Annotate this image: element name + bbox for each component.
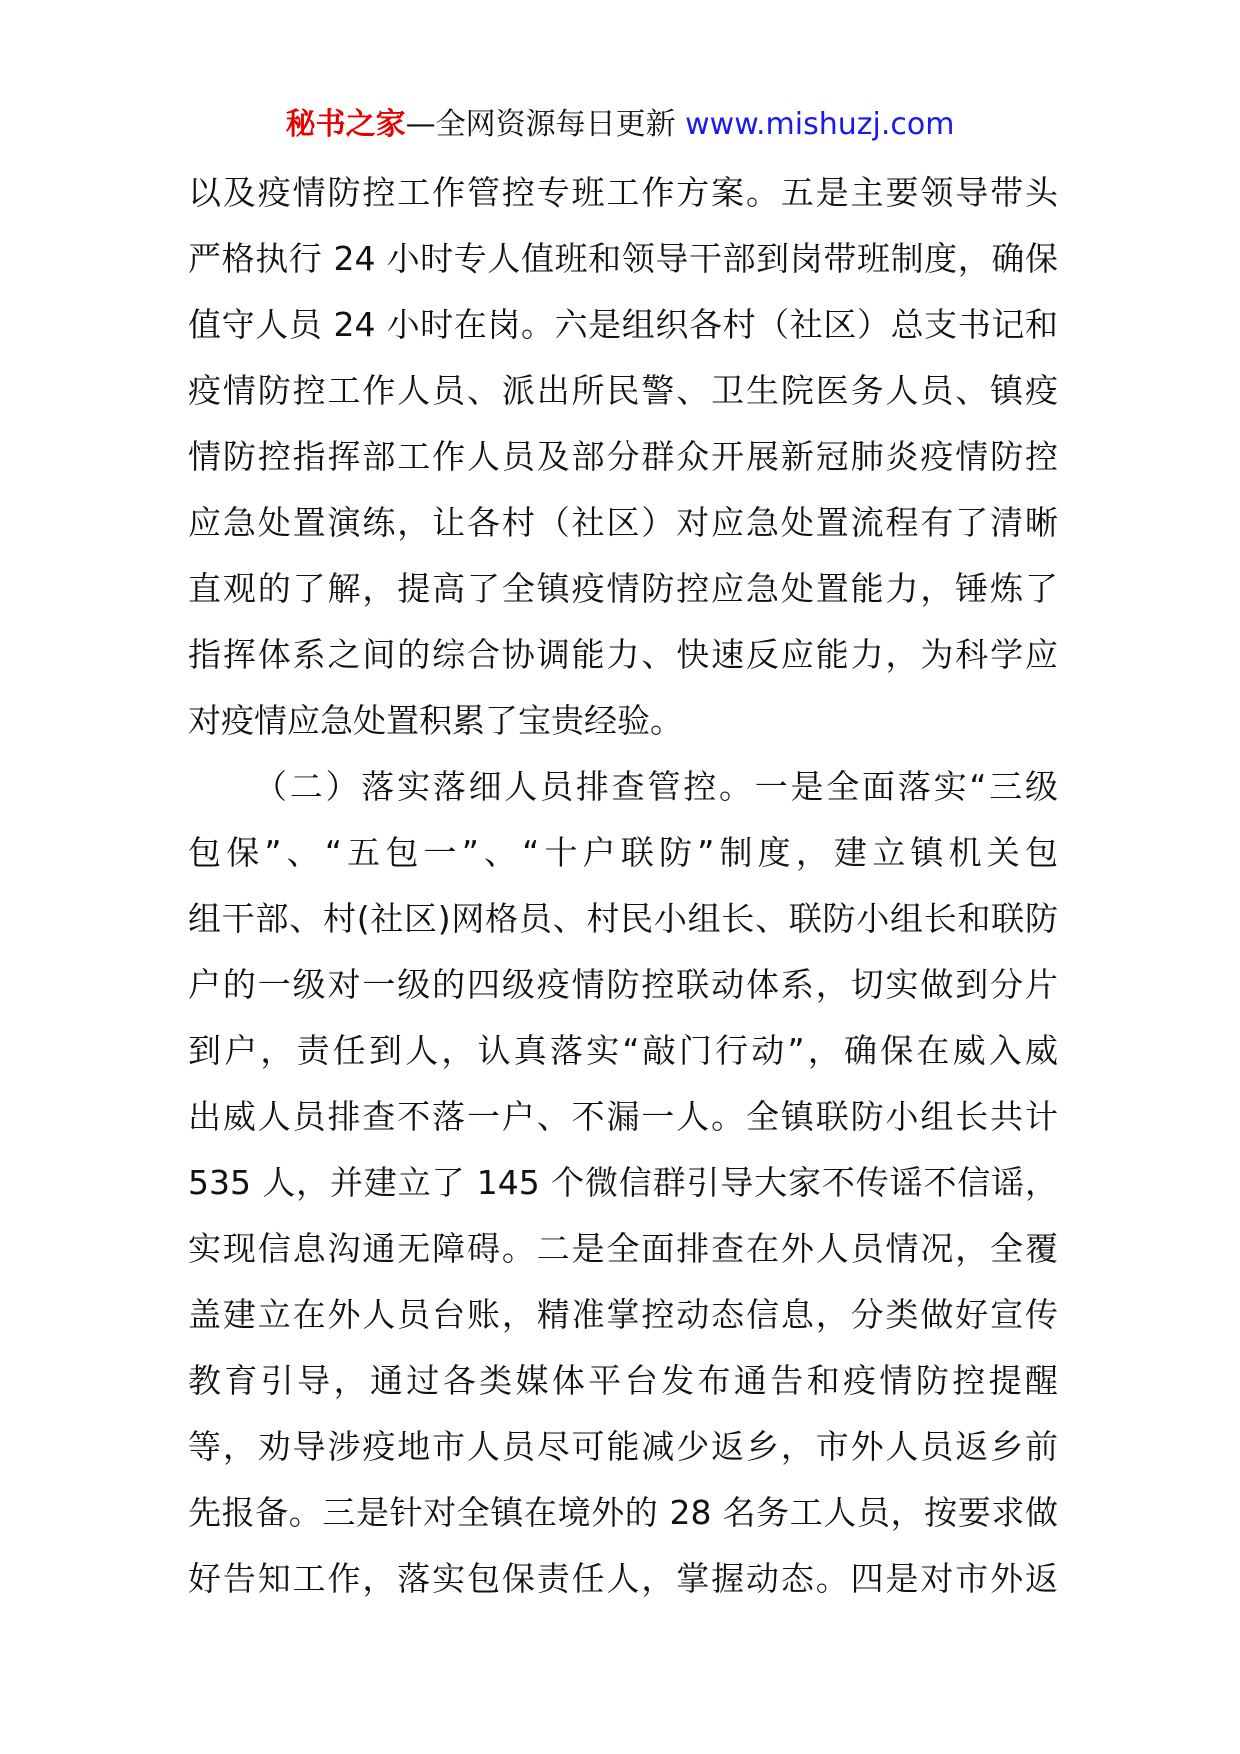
text-line: 严格执行 24 小时专人值班和领导干部到岗带班制度，确保 [188, 239, 1058, 278]
text-line: 以及疫情防控工作管控专班工作方案。五是主要领导带头 [188, 173, 1058, 212]
text-line: 组干部、村(社区)网格员、村民小组长、联防小组长和联防 [188, 899, 1058, 938]
document-body [188, 160, 1058, 1612]
text-line: 盖建立在外人员台账，精准掌控动态信息，分类做好宣传 [188, 1295, 1058, 1334]
text-line: 好告知工作，落实包保责任人，掌握动态。四是对市外返 [188, 1559, 1058, 1598]
text-line: 先报备。三是针对全镇在境外的 28 名务工人员，按要求做 [188, 1493, 1058, 1532]
brand-name: 秘书之家 [285, 107, 406, 142]
text-line: 直观的了解，提高了全镇疫情防控应急处置能力，锤炼了 [188, 569, 1058, 608]
text-line: 到户，责任到人，认真落实“敲门行动”，确保在威入威 [188, 1031, 1058, 1070]
header-tagline: —全网资源每日更新 [405, 107, 686, 142]
site-header [0, 103, 1240, 147]
paragraph-1 [188, 160, 1058, 754]
text-line: 户的一级对一级的四级疫情防控联动体系，切实做到分片 [188, 965, 1058, 1004]
text-line: 535 人，并建立了 145 个微信群引导大家不传谣不信谣， [188, 1163, 1058, 1202]
text-line: 对疫情应急处置积累了宝贵经验。 [188, 701, 683, 740]
text-line: 值守人员 24 小时在岗。六是组织各村（社区）总支书记和 [188, 305, 1058, 344]
text-line: 包保”、“五包一”、“十户联防”制度，建立镇机关包 [188, 833, 1058, 872]
text-line: 教育引导，通过各类媒体平台发布通告和疫情防控提醒 [188, 1361, 1058, 1400]
section-heading-line: （二）落实落细人员排查管控。一是全面落实“三级 [254, 767, 1058, 806]
text-line: 指挥体系之间的综合协调能力、快速反应能力，为科学应 [188, 635, 1058, 674]
text-line: 情防控指挥部工作人员及部分群众开展新冠肺炎疫情防控 [188, 437, 1058, 476]
text-line: 出威人员排查不落一户、不漏一人。全镇联防小组长共计 [188, 1097, 1058, 1136]
site-url-link[interactable]: www.mishuzj.com [685, 107, 955, 142]
paragraph-2 [188, 754, 1058, 1612]
text-line: 等，劝导涉疫地市人员尽可能减少返乡，市外人员返乡前 [188, 1427, 1058, 1466]
text-line: 应急处置演练，让各村（社区）对应急处置流程有了清晰 [188, 503, 1058, 542]
text-line: 实现信息沟通无障碍。二是全面排查在外人员情况，全覆 [188, 1229, 1058, 1268]
text-line: 疫情防控工作人员、派出所民警、卫生院医务人员、镇疫 [188, 371, 1058, 410]
